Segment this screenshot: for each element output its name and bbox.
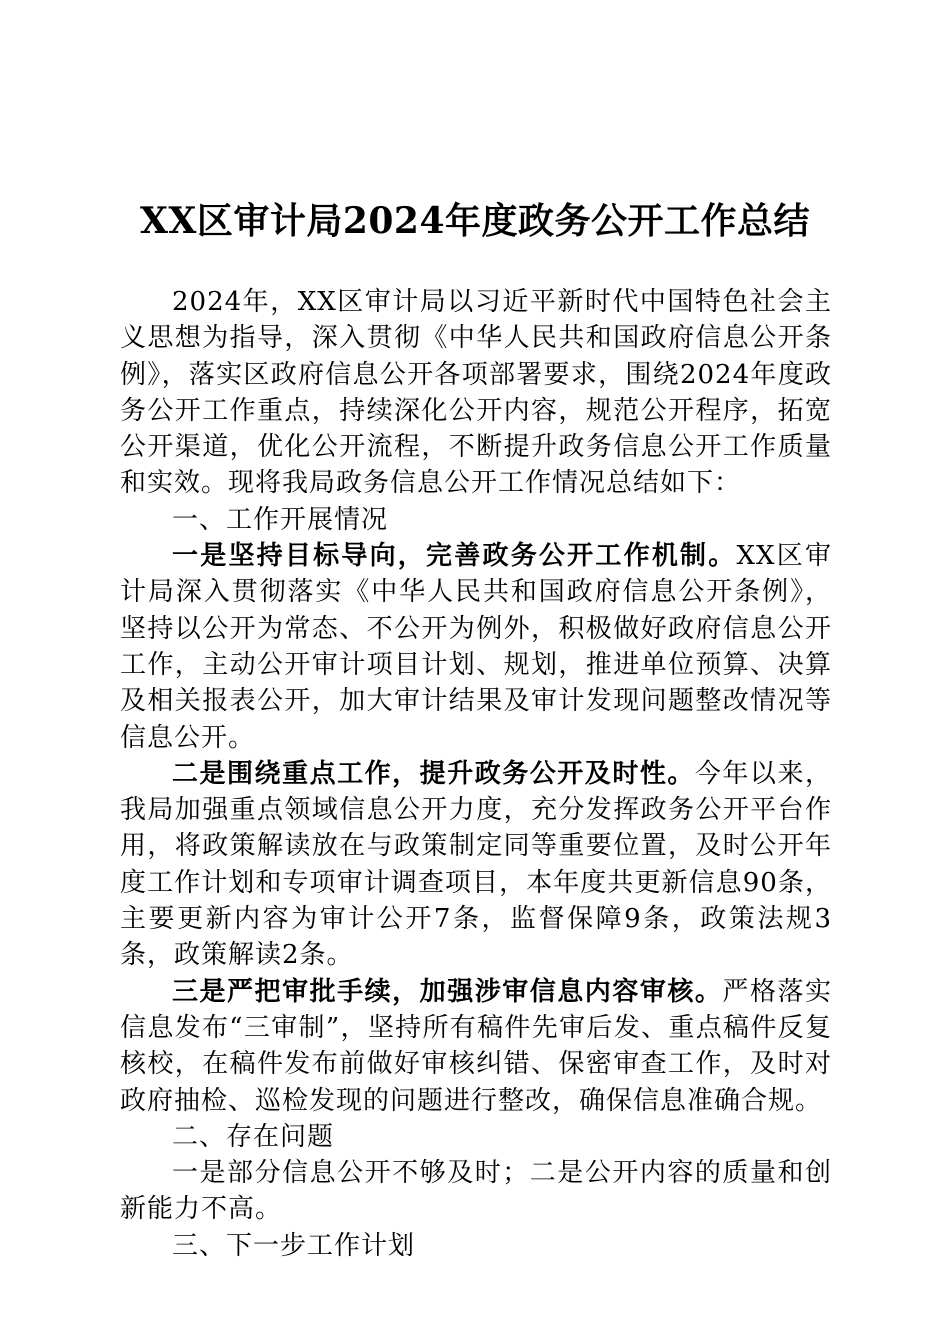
work-item-paragraph — [120, 974, 832, 1119]
problems-paragraph: 一是部分信息公开不够及时；二是公开内容的质量和创新能力不高。 — [120, 1158, 832, 1225]
work-item-text: XX区审计局深入贯彻落实《中华人民共和国政府信息公开条例》，坚持以公开为常态、不公开为例外，积极做好政府信息公开工作，主动公开审计项目计划、规划，推进单位预算、决算及相关报表公开，加大审计结果及审计发现问题整改情况等信息公开。 — [120, 541, 832, 753]
section-heading-next-plan: 三、下一步工作计划 — [172, 1230, 416, 1261]
intro-paragraph: 2024年，XX区审计局以习近平新时代中国特色社会主义思想为指导，深入贯彻《中华人民共和国政府信息公开条例》，落实区政府信息公开各项部署要求，围绕2024年度政务公开工作重点，持续深化公开内容，规范公开程序，拓宽公开渠道，优化公开流程，不断提升政务信息公开工作质量和实效。现将我局政务信息公开工作情况总结如下： — [120, 287, 832, 499]
document-body — [120, 284, 832, 1264]
work-item-paragraph — [120, 756, 832, 974]
section-heading-work: 一、工作开展情况 — [172, 504, 389, 535]
work-item-text: 今年以来，我局加强重点领域信息公开力度，充分发挥政务公开平台作用，将政策解读放在与政策制定同等重要位置，及时公开年度工作计划和专项审计调查项目，本年度共更新信息90条，主要更新内容为审计公开7条，监督保障9条，政策法规3条，政策解读2条。 — [120, 758, 832, 971]
document-title: XX区审计局2024年度政务公开工作总结 — [139, 200, 811, 242]
work-item-lead: 三是严把审批手续，加强涉审信息内容审核。 — [172, 976, 723, 1007]
section-heading-problems: 二、存在问题 — [172, 1121, 335, 1152]
work-item-lead: 一是坚持目标导向，完善政务公开工作机制。 — [172, 541, 737, 572]
work-item-text: 严格落实信息发布“三审制”，坚持所有稿件先审后发、重点稿件反复核校，在稿件发布前做好审核纠错、保密审查工作，及时对政府抽检、巡检发现的问题进行整改，确保信息准确合规。 — [120, 976, 832, 1116]
work-item-paragraph — [120, 538, 832, 756]
work-item-lead: 二是围绕重点工作，提升政务公开及时性。 — [172, 758, 695, 789]
